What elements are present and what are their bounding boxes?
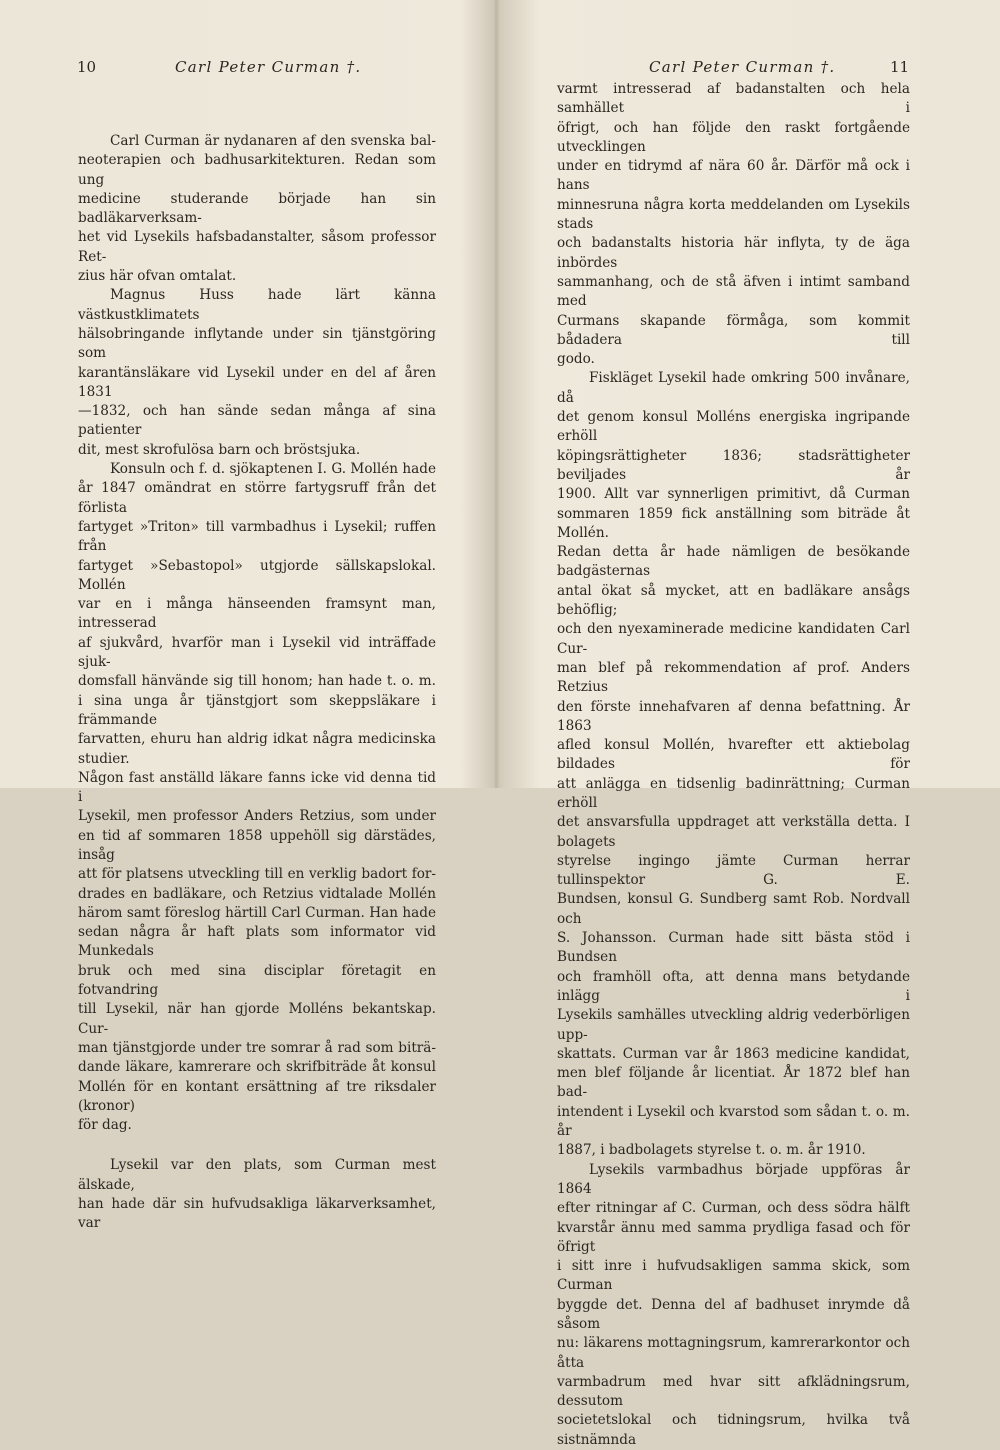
- text-line: 1887, i badbolagets styrelse t. o. m. år 1910.: [557, 1142, 866, 1159]
- text-line: domsfall hänvände sig till honom; han hade t. o. m.: [78, 673, 436, 690]
- text-line: en tid af sommaren 1858 uppehöll sig därstädes, insåg: [78, 827, 436, 863]
- text-line: af sjukvård, hvarför man i Lysekil vid inträffade sjuk-: [78, 634, 436, 671]
- text-line: 1900. Allt var synnerligen primitivt, då Curman: [557, 486, 910, 503]
- text-line: efter ritningar af C. Curman, och dess södra hälft: [557, 1200, 910, 1217]
- text-line: afled konsul Mollén, hvarefter ett aktiebolag bildades för: [557, 737, 910, 773]
- text-line: det genom konsul Molléns energiska ingripande erhöll: [557, 409, 910, 445]
- text-line: dit, mest skrofulösa barn och bröstsjuka.: [78, 441, 361, 458]
- text-line: i sitt inre i hufvudsakligen samma skick, som Curman: [557, 1258, 910, 1294]
- text-line: Magnus Huss hade lärt känna västkustklimatets: [78, 287, 436, 323]
- text-line: Någon fast anställd läkare fanns icke vid denna tid i: [78, 769, 436, 806]
- right-page-body: [557, 80, 910, 1450]
- running-head: Carl Peter Curman †.: [649, 58, 836, 76]
- text-line: fartyget »Triton» till varmbadhus i Lysekil; ruffen från: [78, 518, 436, 555]
- text-line: Lysekil, men professor Anders Retzius, som under: [78, 808, 436, 825]
- text-line: Curmans skapande förmåga, som kommit bådadera till: [557, 312, 910, 348]
- page-number: 10: [77, 58, 97, 76]
- text-line: Lysekils varmbadhus började uppföras år 1864: [557, 1161, 910, 1197]
- text-line: godo.: [557, 351, 595, 368]
- text-line: sommaren 1859 fick anställning som biträde åt Mollén.: [557, 505, 910, 541]
- text-line: Mollén för en kontant ersättning af tre riksdaler (kronor): [78, 1078, 436, 1114]
- text-line: och framhöll ofta, att denna mans betydande inlägg i: [557, 968, 910, 1004]
- text-line: Carl Curman är nydanaren af den svenska bal-: [110, 133, 436, 149]
- text-line: hälsobringande inflytande under sin tjänstgöring som: [78, 325, 436, 362]
- page-number: 11: [890, 58, 910, 76]
- paragraph-gap: [78, 1135, 436, 1156]
- text-line: nu: läkarens mottagningsrum, kamrerarkontor och åtta: [557, 1335, 910, 1371]
- text-line: den förste innehafvaren af denna befattning. År 1863: [557, 698, 910, 734]
- text-line: het vid Lysekils hafsbadanstalter, såsom professor Ret-: [78, 229, 436, 265]
- text-line: och badanstalts historia här inflyta, ty de äga inbördes: [557, 235, 910, 271]
- text-line: intendent i Lysekil och kvarstod som sådan t. o. m. år: [557, 1103, 910, 1140]
- text-line: Bundsen, konsul G. Sundberg samt Rob. Nordvall och: [557, 891, 910, 927]
- text-line: för dag.: [78, 1117, 132, 1134]
- text-line: år 1847 omändrat en större fartygsruff från det förlista: [78, 480, 436, 516]
- text-line: styrelse ingingo jämte Curman herrar tullinspektor G. E.: [557, 852, 910, 889]
- text-line: Fiskläget Lysekil hade omkring 500 invånare, då: [557, 370, 910, 406]
- text-line: farvatten, ehuru han aldrig idkat några medicinska studier.: [78, 731, 436, 767]
- text-line: att anlägga en tidsenlig badinrättning; Curman erhöll: [557, 775, 910, 811]
- text-line: till Lysekil, när han gjorde Molléns bekantskap. Cur-: [78, 1001, 436, 1037]
- text-line: Redan detta år hade nämligen de besökande badgästernas: [557, 544, 910, 580]
- right-page: [500, 0, 1000, 1448]
- text-line: öfrigt, och han följde den raskt fortgående utvecklingen: [557, 119, 910, 155]
- text-line: —1832, och han sände sedan många af sina patienter: [78, 403, 436, 439]
- text-line: societetslokal och tidningsrum, hvilka två sistnämnda: [557, 1412, 910, 1448]
- text-line: medicine studerande började han sin badläkarverksam-: [78, 190, 436, 227]
- text-line: var en i många hänseenden framsynt man, intresserad: [78, 596, 436, 632]
- text-line: dande läkare, kamrerare och skrifbiträde åt konsul: [78, 1059, 436, 1076]
- text-line: karantänsläkare vid Lysekil under en del af åren 1831: [78, 364, 436, 400]
- text-line: man blef på rekommendation af prof. Anders Retzius: [557, 659, 910, 696]
- text-line: han hade där sin hufvudsakliga läkarverksamhet, var: [78, 1196, 436, 1232]
- left-page: [0, 0, 493, 1232]
- text-line: man tjänstgjorde under tre somrar å rad som biträ-: [78, 1039, 436, 1056]
- text-line: neoterapien och badhusarkitekturen. Redan som ung: [78, 152, 436, 188]
- text-line: och den nyexaminerade medicine kandidaten Carl Cur-: [557, 621, 910, 657]
- text-line: Lysekil var den plats, som Curman mest älskade,: [78, 1157, 436, 1193]
- text-line: det ansvarsfulla uppdraget att verkställa detta. I bolagets: [557, 814, 910, 850]
- text-line: men blef följande år licentiat. År 1872 blef han bad-: [557, 1065, 910, 1101]
- text-line: minnesruna några korta meddelanden om Lysekils stads: [557, 196, 910, 233]
- text-line: härom samt föreslog härtill Carl Curman. Han hade: [78, 904, 436, 921]
- left-page-header: [0, 58, 493, 82]
- text-line: köpingsrättigheter 1836; stadsrättigheter beviljades år: [557, 447, 910, 483]
- text-line: kvarstår ännu med samma prydliga fasad och för öfrigt: [557, 1219, 910, 1255]
- text-line: antal ökat så mycket, att en badläkare ansågs behöflig;: [557, 582, 910, 619]
- text-line: varmbadrum med hvar sitt afklädningsrum, dessutom: [557, 1373, 910, 1410]
- running-head: Carl Peter Curman †.: [175, 58, 362, 76]
- text-line: skattats. Curman var år 1863 medicine kandidat,: [557, 1045, 910, 1062]
- text-line: under en tidrymd af nära 60 år. Därför må ock i hans: [557, 158, 910, 194]
- right-page-header: [500, 58, 1000, 82]
- text-line: zius här ofvan omtalat.: [78, 268, 237, 285]
- text-line: Lysekils samhälles utveckling aldrig vederbörligen upp-: [557, 1007, 910, 1043]
- text-line: sammanhang, och de stå äfven i intimt samband med: [557, 273, 910, 310]
- text-line: varmt intresserad af badanstalten och hela samhället i: [557, 81, 910, 117]
- text-line: fartyget »Sebastopol» utgjorde sällskapslokal. Mollén: [78, 557, 436, 593]
- text-line: att för platsens utveckling till en verklig badort for-: [78, 866, 436, 883]
- text-line: sedan några år haft plats som informator vid Munkedals: [78, 924, 436, 960]
- text-line: byggde det. Denna del af badhuset inrymde då såsom: [557, 1296, 910, 1332]
- text-line: S. Johansson. Curman hade sitt bästa stöd i Bundsen: [557, 930, 910, 966]
- left-page-body: [78, 132, 436, 1234]
- text-line: drades en badläkare, och Retzius vidtalade Mollén: [78, 885, 436, 902]
- text-line: Konsuln och f. d. sjökaptenen I. G. Mollén hade: [110, 461, 436, 478]
- text-line: bruk och med sina disciplar företagit en fotvandring: [78, 962, 436, 999]
- text-line: i sina unga år tjänstgjort som skeppsläkare i främmande: [78, 692, 436, 728]
